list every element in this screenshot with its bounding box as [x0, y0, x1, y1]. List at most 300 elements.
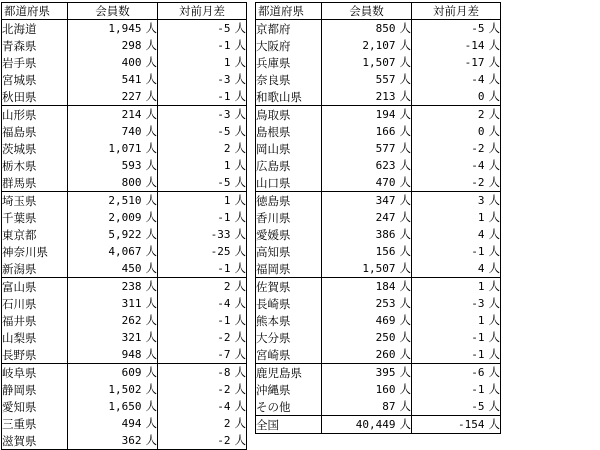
prefecture-name: 神奈川県	[2, 243, 68, 260]
member-count	[322, 295, 412, 312]
monthly-diff-value: -1	[471, 348, 485, 362]
prefecture-name: 沖縄県	[256, 381, 322, 398]
member-count-value: 87	[382, 400, 396, 414]
monthly-diff-value: 2	[223, 280, 231, 294]
member-count	[68, 226, 158, 243]
unit-label: 人	[145, 175, 157, 190]
member-count	[322, 192, 412, 210]
monthly-diff	[158, 20, 247, 38]
member-count-value: 4,067	[108, 245, 142, 259]
unit-label: 人	[234, 433, 246, 448]
table-row	[256, 20, 501, 38]
prefecture-name: 滋賀県	[2, 432, 68, 450]
member-count	[322, 174, 412, 192]
table-row	[256, 123, 501, 140]
monthly-diff	[158, 174, 247, 192]
table-row	[256, 312, 501, 329]
unit-label: 人	[399, 244, 411, 259]
monthly-diff	[412, 174, 501, 192]
monthly-diff	[412, 37, 501, 54]
table-row	[2, 398, 247, 415]
member-count-value: 1,945	[108, 22, 142, 36]
table-row	[256, 157, 501, 174]
member-count	[68, 432, 158, 450]
unit-label: 人	[399, 313, 411, 328]
membership-table-left	[1, 2, 247, 450]
member-count	[68, 295, 158, 312]
table-row	[2, 432, 247, 450]
monthly-diff	[412, 71, 501, 88]
member-count-value: 395	[375, 366, 396, 380]
unit-label: 人	[234, 89, 246, 104]
member-count	[68, 106, 158, 124]
monthly-diff	[412, 312, 501, 329]
member-count-value: 194	[375, 108, 396, 122]
prefecture-name: 宮崎県	[256, 346, 322, 364]
monthly-diff-value: -3	[217, 73, 231, 87]
monthly-diff-value: -1	[217, 262, 231, 276]
prefecture-name: 大分県	[256, 329, 322, 346]
member-count-value: 166	[375, 125, 396, 139]
unit-label: 人	[145, 365, 157, 380]
member-count	[68, 209, 158, 226]
member-count-value: 311	[121, 297, 142, 311]
prefecture-name: 福井県	[2, 312, 68, 329]
monthly-diff	[412, 157, 501, 174]
table-row	[256, 278, 501, 296]
member-count-value: 262	[121, 314, 142, 328]
unit-label: 人	[234, 55, 246, 70]
unit-label: 人	[488, 72, 500, 87]
monthly-diff-value: -4	[471, 73, 485, 87]
member-count-value: 213	[375, 90, 396, 104]
unit-label: 人	[488, 55, 500, 70]
member-count	[68, 278, 158, 296]
prefecture-name: 大阪府	[256, 37, 322, 54]
member-count-value: 227	[121, 90, 142, 104]
monthly-diff-value: -154	[458, 418, 485, 432]
monthly-diff-value: -1	[217, 90, 231, 104]
prefecture-name: 岩手県	[2, 54, 68, 71]
member-count-value: 800	[121, 176, 142, 190]
unit-label: 人	[488, 158, 500, 173]
monthly-diff-value: -5	[217, 22, 231, 36]
unit-label: 人	[399, 72, 411, 87]
table-row	[256, 88, 501, 106]
unit-label: 人	[145, 38, 157, 53]
monthly-diff-value: 0	[477, 125, 485, 139]
unit-label: 人	[399, 365, 411, 380]
member-count-value: 2,107	[362, 39, 396, 53]
table-row	[2, 37, 247, 54]
prefecture-name: 石川県	[2, 295, 68, 312]
member-count-value: 1,507	[362, 262, 396, 276]
member-count	[68, 329, 158, 346]
unit-label: 人	[234, 21, 246, 36]
member-count-value: 250	[375, 331, 396, 345]
monthly-diff-value: -3	[471, 297, 485, 311]
prefecture-name: 鳥取県	[256, 106, 322, 124]
monthly-diff-value: 0	[477, 90, 485, 104]
member-count	[322, 329, 412, 346]
member-count-value: 298	[121, 39, 142, 53]
unit-label: 人	[234, 330, 246, 345]
table-row	[256, 398, 501, 416]
member-count-value: 214	[121, 108, 142, 122]
unit-label: 人	[399, 158, 411, 173]
monthly-diff-value: -1	[217, 211, 231, 225]
unit-label: 人	[234, 227, 246, 242]
member-count	[322, 346, 412, 364]
unit-label: 人	[488, 227, 500, 242]
monthly-diff	[412, 243, 501, 260]
unit-label: 人	[488, 244, 500, 259]
unit-label: 人	[399, 296, 411, 311]
member-count-value: 557	[375, 73, 396, 87]
member-count-value: 247	[375, 211, 396, 225]
unit-label: 人	[488, 124, 500, 139]
monthly-diff-value: -1	[471, 383, 485, 397]
table-body-right	[256, 20, 501, 434]
header-members: 会員数	[68, 3, 158, 20]
member-count	[322, 381, 412, 398]
member-count	[68, 88, 158, 106]
prefecture-name: 埼玉県	[2, 192, 68, 210]
member-count	[322, 278, 412, 296]
unit-label: 人	[145, 210, 157, 225]
member-count	[322, 209, 412, 226]
unit-label: 人	[145, 399, 157, 414]
monthly-diff	[158, 312, 247, 329]
member-count	[68, 381, 158, 398]
unit-label: 人	[234, 158, 246, 173]
unit-label: 人	[145, 72, 157, 87]
monthly-diff	[412, 346, 501, 364]
table-row	[2, 312, 247, 329]
monthly-diff	[158, 278, 247, 296]
prefecture-name: 徳島県	[256, 192, 322, 210]
member-count	[322, 416, 412, 434]
unit-label: 人	[488, 399, 500, 414]
member-count-value: 253	[375, 297, 396, 311]
unit-label: 人	[234, 193, 246, 208]
monthly-diff	[158, 260, 247, 278]
member-count	[322, 54, 412, 71]
unit-label: 人	[234, 38, 246, 53]
monthly-diff	[158, 329, 247, 346]
prefecture-name: 山口県	[256, 174, 322, 192]
unit-label: 人	[145, 244, 157, 259]
unit-label: 人	[399, 399, 411, 414]
member-count	[68, 192, 158, 210]
monthly-diff-value: -5	[471, 400, 485, 414]
unit-label: 人	[234, 279, 246, 294]
header-row	[2, 3, 247, 20]
unit-label: 人	[488, 382, 500, 397]
prefecture-name: 岐阜県	[2, 364, 68, 382]
member-count-value: 609	[121, 366, 142, 380]
table-row	[256, 381, 501, 398]
monthly-diff-value: -4	[471, 159, 485, 173]
table-row	[2, 295, 247, 312]
prefecture-name: 奈良県	[256, 71, 322, 88]
monthly-diff-value: 1	[223, 159, 231, 173]
table-row	[2, 140, 247, 157]
table-row	[256, 54, 501, 71]
prefecture-name: 高知県	[256, 243, 322, 260]
member-count	[322, 123, 412, 140]
unit-label: 人	[488, 417, 500, 432]
unit-label: 人	[145, 124, 157, 139]
table-row	[2, 157, 247, 174]
header-prefecture: 都道府県	[2, 3, 68, 20]
member-count	[322, 88, 412, 106]
monthly-diff-value: -1	[217, 314, 231, 328]
table-row	[256, 174, 501, 192]
monthly-diff	[158, 54, 247, 71]
prefecture-name: その他	[256, 398, 322, 416]
monthly-diff-value: 1	[477, 280, 485, 294]
unit-label: 人	[399, 55, 411, 70]
member-count	[68, 415, 158, 432]
member-count	[68, 398, 158, 415]
table-row	[256, 140, 501, 157]
member-count-value: 541	[121, 73, 142, 87]
unit-label: 人	[399, 193, 411, 208]
prefecture-name: 群馬県	[2, 174, 68, 192]
prefecture-name: 岡山県	[256, 140, 322, 157]
prefecture-name: 福島県	[2, 123, 68, 140]
member-count-value: 494	[121, 417, 142, 431]
prefecture-name: 佐賀県	[256, 278, 322, 296]
unit-label: 人	[234, 296, 246, 311]
prefecture-name: 長崎県	[256, 295, 322, 312]
monthly-diff	[158, 226, 247, 243]
table-row	[256, 364, 501, 382]
unit-label: 人	[399, 417, 411, 432]
member-count-value: 623	[375, 159, 396, 173]
prefecture-name: 鹿児島県	[256, 364, 322, 382]
monthly-diff	[158, 157, 247, 174]
unit-label: 人	[234, 124, 246, 139]
monthly-diff	[158, 123, 247, 140]
monthly-diff-value: 4	[477, 228, 485, 242]
unit-label: 人	[399, 38, 411, 53]
monthly-diff	[158, 88, 247, 106]
unit-label: 人	[145, 279, 157, 294]
monthly-diff	[158, 364, 247, 382]
member-count	[322, 398, 412, 416]
unit-label: 人	[488, 210, 500, 225]
member-count	[68, 140, 158, 157]
table-row	[256, 226, 501, 243]
table-row	[2, 243, 247, 260]
monthly-diff	[158, 432, 247, 450]
table-row	[256, 260, 501, 278]
member-count	[68, 260, 158, 278]
member-count-value: 1,502	[108, 383, 142, 397]
member-count	[322, 157, 412, 174]
member-count	[322, 37, 412, 54]
monthly-diff-value: -8	[217, 366, 231, 380]
prefecture-name: 福岡県	[256, 260, 322, 278]
unit-label: 人	[488, 347, 500, 362]
table-row	[2, 364, 247, 382]
monthly-diff-value: -5	[217, 125, 231, 139]
table-row	[2, 329, 247, 346]
header-diff: 対前月差	[158, 3, 247, 20]
monthly-diff	[412, 416, 501, 434]
member-count-value: 850	[375, 22, 396, 36]
unit-label: 人	[145, 330, 157, 345]
monthly-diff-value: 2	[223, 142, 231, 156]
unit-label: 人	[488, 21, 500, 36]
unit-label: 人	[399, 107, 411, 122]
member-count	[68, 364, 158, 382]
member-count-value: 2,510	[108, 194, 142, 208]
unit-label: 人	[399, 89, 411, 104]
monthly-diff	[412, 364, 501, 382]
member-count	[68, 157, 158, 174]
monthly-diff-value: -7	[217, 348, 231, 362]
member-count-value: 321	[121, 331, 142, 345]
monthly-diff	[158, 398, 247, 415]
member-count-value: 1,507	[362, 56, 396, 70]
monthly-diff-value: -1	[217, 39, 231, 53]
unit-label: 人	[488, 279, 500, 294]
prefecture-name: 青森県	[2, 37, 68, 54]
monthly-diff	[412, 329, 501, 346]
member-count-value: 184	[375, 280, 396, 294]
unit-label: 人	[145, 193, 157, 208]
member-count-value: 5,922	[108, 228, 142, 242]
monthly-diff-value: 2	[223, 417, 231, 431]
member-count-value: 450	[121, 262, 142, 276]
unit-label: 人	[234, 175, 246, 190]
prefecture-name: 茨城県	[2, 140, 68, 157]
monthly-diff-value: -4	[217, 400, 231, 414]
prefecture-name: 全国	[256, 416, 322, 434]
table-row	[256, 106, 501, 124]
table-row	[256, 243, 501, 260]
unit-label: 人	[234, 416, 246, 431]
member-count-value: 577	[375, 142, 396, 156]
prefecture-name: 京都府	[256, 20, 322, 38]
prefecture-name: 宮城県	[2, 71, 68, 88]
monthly-diff	[412, 381, 501, 398]
unit-label: 人	[399, 261, 411, 276]
table-row	[2, 381, 247, 398]
monthly-diff-value: -1	[471, 331, 485, 345]
unit-label: 人	[488, 330, 500, 345]
unit-label: 人	[488, 175, 500, 190]
table-row	[2, 209, 247, 226]
unit-label: 人	[234, 107, 246, 122]
monthly-diff	[158, 209, 247, 226]
monthly-diff	[158, 71, 247, 88]
unit-label: 人	[399, 227, 411, 242]
table-row	[256, 416, 501, 434]
member-count	[322, 243, 412, 260]
unit-label: 人	[145, 433, 157, 448]
member-count	[322, 140, 412, 157]
member-count	[68, 243, 158, 260]
member-count	[68, 312, 158, 329]
table-row	[256, 71, 501, 88]
prefecture-name: 北海道	[2, 20, 68, 38]
unit-label: 人	[399, 21, 411, 36]
unit-label: 人	[488, 261, 500, 276]
member-count	[322, 226, 412, 243]
member-count	[322, 106, 412, 124]
table-row	[2, 71, 247, 88]
unit-label: 人	[399, 382, 411, 397]
prefecture-name: 愛媛県	[256, 226, 322, 243]
unit-label: 人	[145, 55, 157, 70]
monthly-diff	[412, 398, 501, 416]
table-row	[256, 192, 501, 210]
table-row	[2, 54, 247, 71]
monthly-diff-value: -1	[471, 245, 485, 259]
unit-label: 人	[145, 296, 157, 311]
unit-label: 人	[488, 296, 500, 311]
unit-label: 人	[145, 89, 157, 104]
monthly-diff	[412, 278, 501, 296]
table-row	[2, 106, 247, 124]
monthly-diff	[412, 54, 501, 71]
unit-label: 人	[234, 347, 246, 362]
header-diff: 対前月差	[412, 3, 501, 20]
membership-table-right	[255, 2, 501, 434]
monthly-diff	[412, 140, 501, 157]
unit-label: 人	[488, 89, 500, 104]
prefecture-name: 三重県	[2, 415, 68, 432]
monthly-diff-value: 1	[477, 314, 485, 328]
prefecture-name: 熊本県	[256, 312, 322, 329]
unit-label: 人	[234, 261, 246, 276]
monthly-diff-value: -5	[471, 22, 485, 36]
table-row	[256, 295, 501, 312]
monthly-diff	[412, 209, 501, 226]
member-count-value: 400	[121, 56, 142, 70]
monthly-diff-value: -2	[217, 434, 231, 448]
monthly-diff	[412, 123, 501, 140]
member-count	[322, 312, 412, 329]
monthly-diff-value: -3	[217, 108, 231, 122]
table-row	[256, 346, 501, 364]
member-count	[68, 20, 158, 38]
member-count	[68, 123, 158, 140]
monthly-diff-value: 1	[223, 194, 231, 208]
monthly-diff-value: 4	[477, 262, 485, 276]
table-row	[2, 88, 247, 106]
unit-label: 人	[399, 175, 411, 190]
member-count	[68, 346, 158, 364]
monthly-diff-value: 2	[477, 108, 485, 122]
unit-label: 人	[399, 279, 411, 294]
unit-label: 人	[234, 313, 246, 328]
member-count-value: 1,071	[108, 142, 142, 156]
member-count-value: 740	[121, 125, 142, 139]
monthly-diff-value: -14	[464, 39, 485, 53]
member-count-value: 238	[121, 280, 142, 294]
prefecture-name: 和歌山県	[256, 88, 322, 106]
unit-label: 人	[234, 210, 246, 225]
unit-label: 人	[145, 158, 157, 173]
monthly-diff-value: 1	[223, 56, 231, 70]
prefecture-name: 山梨県	[2, 329, 68, 346]
unit-label: 人	[145, 261, 157, 276]
